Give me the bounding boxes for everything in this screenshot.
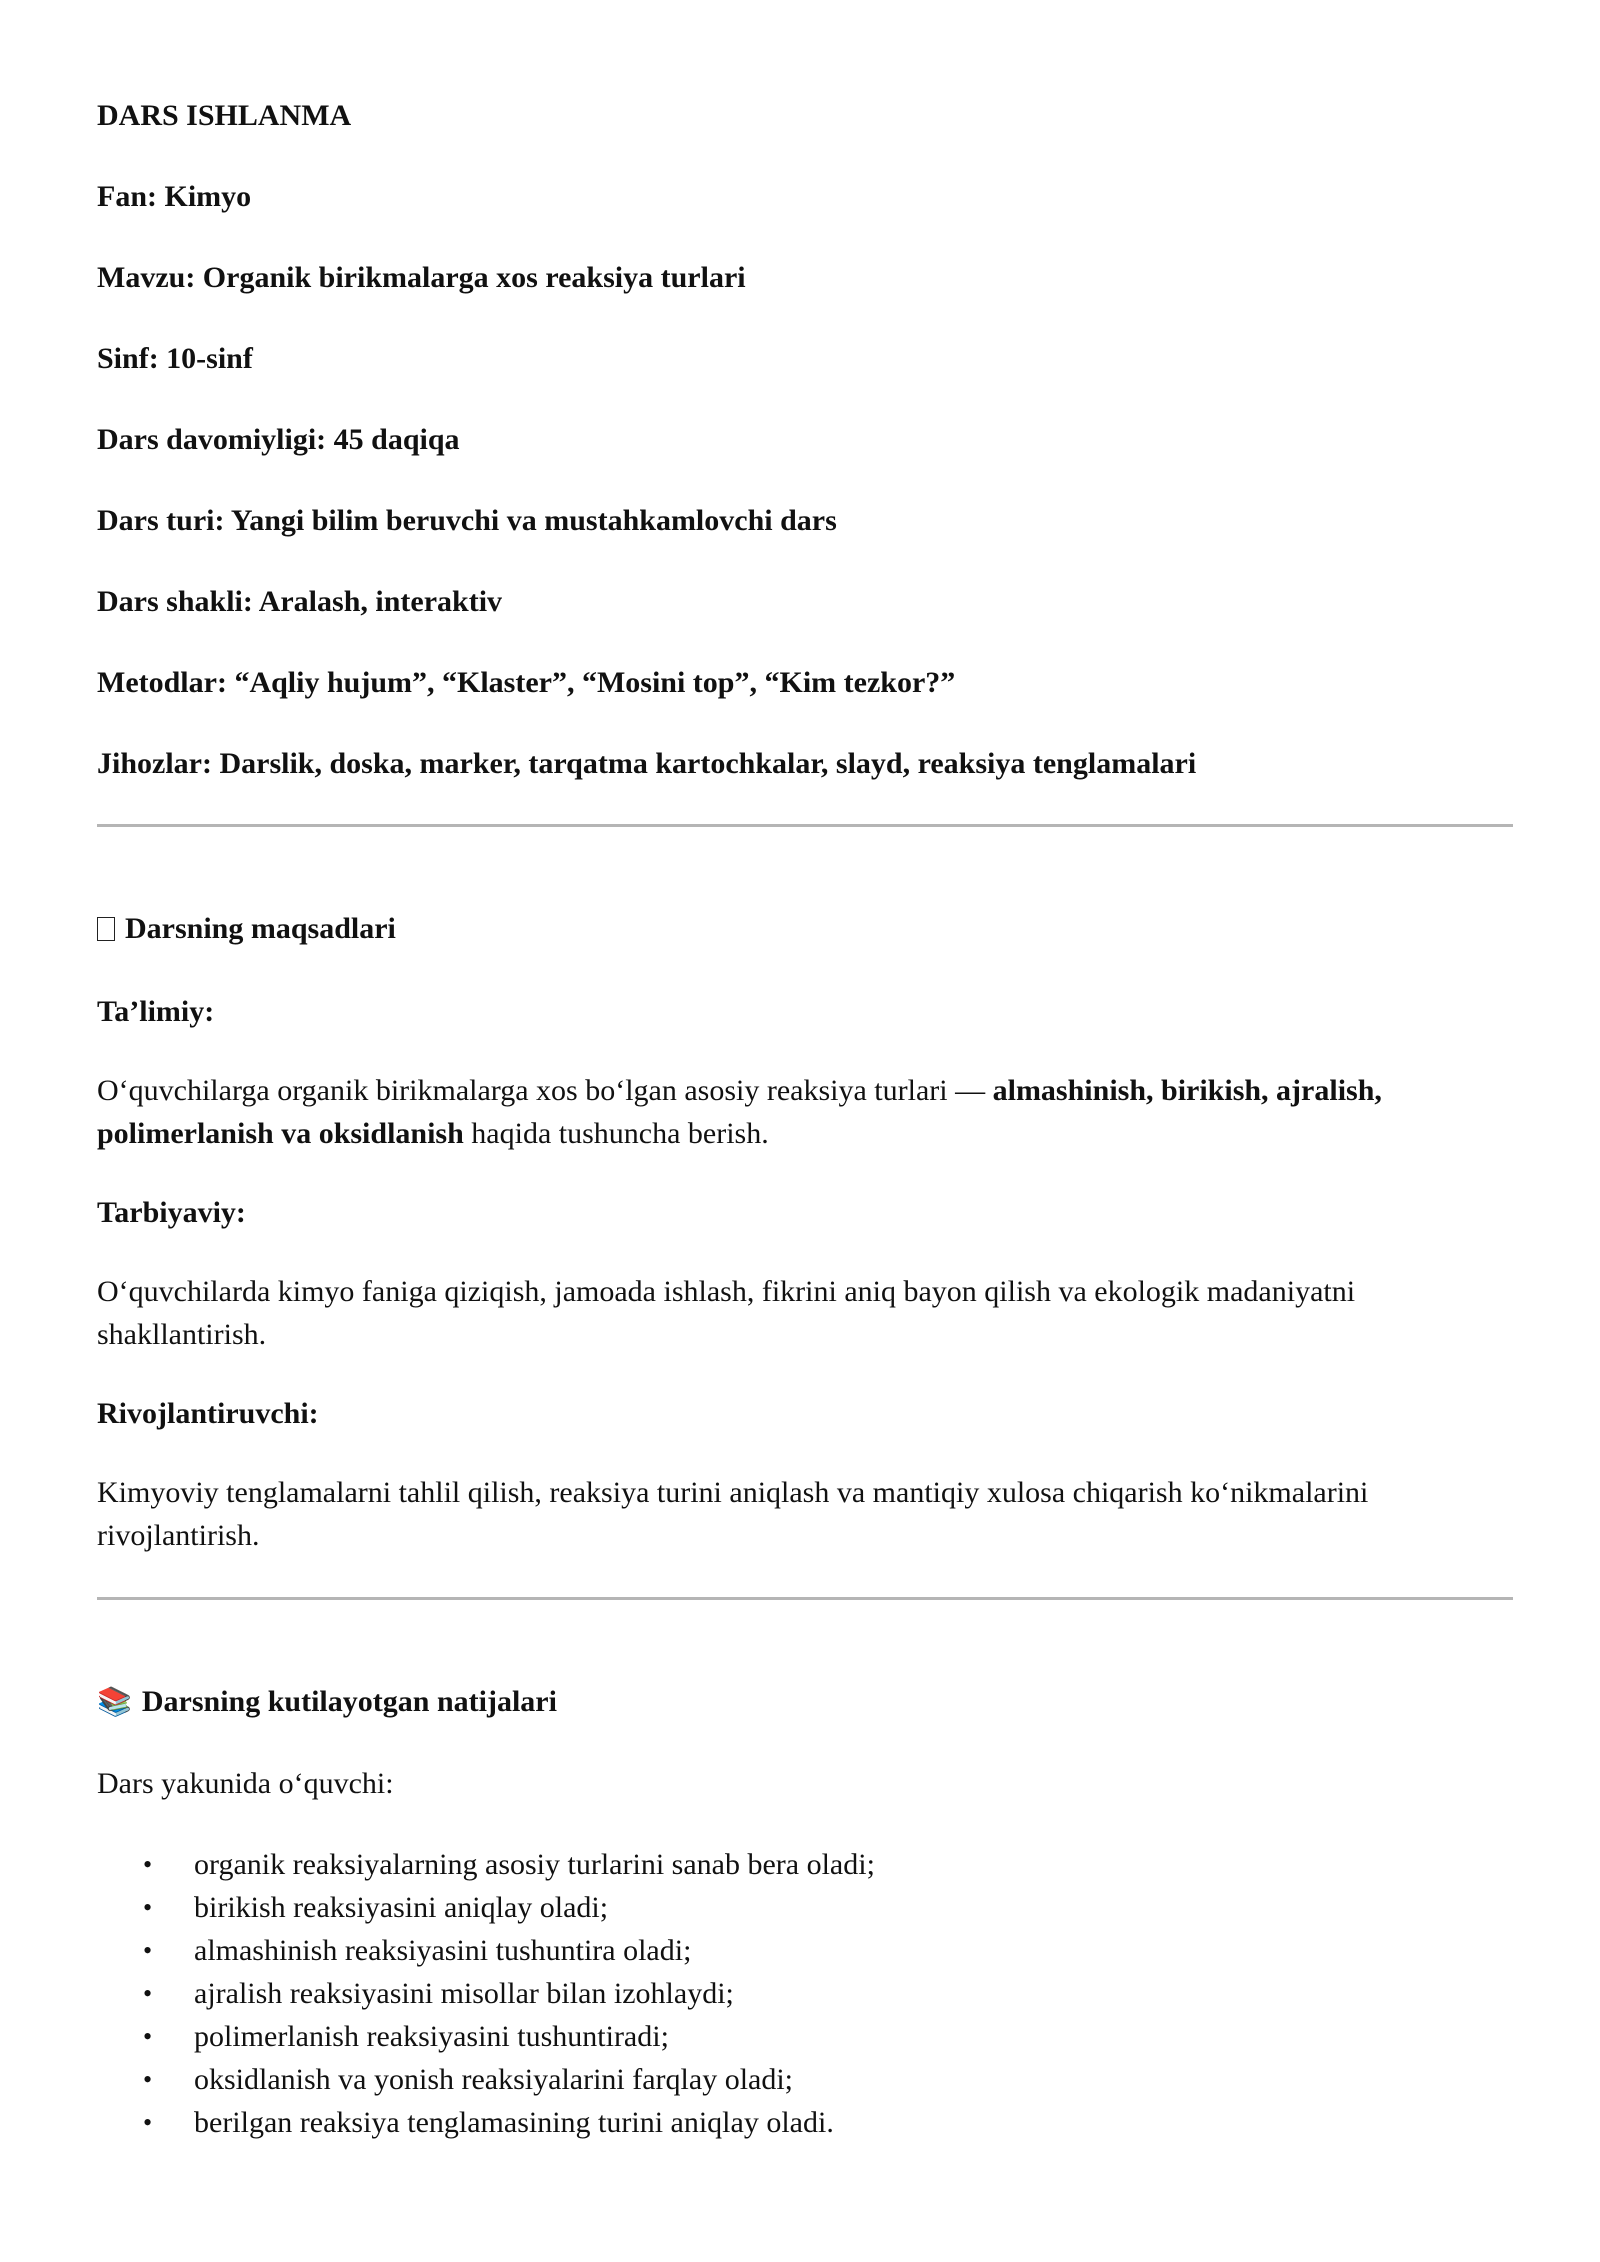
document-title: DARS ISHLANMA (97, 99, 352, 132)
books-icon: 📚 (97, 1685, 132, 1718)
list-item-text: almashinish reaksiyasini tushuntira oladi; (194, 1934, 692, 1967)
list-item-text: oksidlanish va yonish reaksiyalarini farqlay oladi; (194, 2063, 794, 2096)
bullet-icon: • (143, 1893, 153, 1922)
list-item-text: birikish reaksiyasini aniqlay oladi; (194, 1891, 609, 1924)
equipment-line: Jihozlar: Darslik, doska, marker, tarqatma kartochkalar, slayd, reaksiya tenglamalari (97, 747, 1197, 780)
bullet-icon: • (143, 1979, 153, 2008)
bullet-icon: • (143, 2022, 153, 2051)
results-heading (97, 1682, 1513, 1722)
bullet-icon: • (143, 2065, 153, 2094)
educational-goal-text-end: haqida tushuncha berish. (463, 1117, 769, 1150)
developmental-goal-text: Kimyoviy tenglamalarni tahlil qilish, reaksiya turini aniqlash va mantiqiy xulosa chiqarish ko‘nikmalarini rivojlantirish. (97, 1476, 1369, 1552)
educational-goal-text-start: O‘quvchilarga organik birikmalarga xos bo‘lgan asosiy reaksiya turlari — (97, 1074, 993, 1107)
list-item (97, 1972, 1513, 2015)
educational-goal-label: Ta’limiy: (97, 995, 215, 1028)
bullet-icon: • (143, 1850, 153, 1879)
lesson-header (97, 96, 1513, 784)
developmental-goal-label: Rivojlantiruvchi: (97, 1397, 319, 1430)
bullet-icon: • (143, 2108, 153, 2137)
list-item (97, 2101, 1513, 2144)
upbringing-goal-label: Tarbiyaviy: (97, 1196, 246, 1229)
results-intro: Dars yakunida o‘quvchi: (97, 1767, 394, 1800)
results-heading-text: Darsning kutilayotgan natijalari (141, 1685, 557, 1718)
methods-line: Metodlar: “Aqliy hujum”, “Klaster”, “Mosini top”, “Kim tezkor?” (97, 666, 956, 699)
goals-section (97, 909, 1513, 1557)
list-item (97, 2058, 1513, 2101)
educational-goal-reaction-types: almashinish, birikish, ajralish, polimerlanish va oksidlanish (97, 1074, 1382, 1150)
list-item-text: ajralish reaksiyasini misollar bilan izohlaydi; (194, 1977, 734, 2010)
duration-line: Dars davomiyligi: 45 daqiqa (97, 423, 460, 456)
divider (97, 1597, 1513, 1600)
topic-line: Mavzu: Organik birikmalarga xos reaksiya turlari (97, 261, 746, 294)
divider (97, 824, 1513, 827)
list-item (97, 2015, 1513, 2058)
subject-line: Fan: Kimyo (97, 180, 252, 213)
list-item-text: berilgan reaksiya tenglamasining turini aniqlay oladi. (194, 2106, 834, 2139)
goals-heading (97, 909, 1513, 949)
upbringing-goal-text: O‘quvchilarda kimyo faniga qiziqish, jamoada ishlash, fikrini aniq bayon qilish va ekologik madaniyatni shakllantirish. (97, 1275, 1356, 1351)
lesson-form-line: Dars shakli: Aralash, interaktiv (97, 585, 503, 618)
lesson-type-line: Dars turi: Yangi bilim beruvchi va mustahkamlovchi dars (97, 504, 837, 537)
results-section (97, 1682, 1513, 2144)
missing-glyph-box-icon (97, 917, 115, 941)
goals-heading-text: Darsning maqsadlari (125, 912, 396, 945)
grade-line: Sinf: 10-sinf (97, 342, 253, 375)
outcomes-list (97, 1843, 1513, 2144)
list-item-text: polimerlanish reaksiyasini tushuntiradi; (194, 2020, 669, 2053)
list-item (97, 1843, 1513, 1886)
list-item (97, 1929, 1513, 1972)
educational-goal-text (97, 1069, 1513, 1155)
list-item (97, 1886, 1513, 1929)
document-page (97, 96, 1513, 2144)
bullet-icon: • (143, 1936, 153, 1965)
list-item-text: organik reaksiyalarning asosiy turlarini sanab bera oladi; (194, 1848, 875, 1881)
